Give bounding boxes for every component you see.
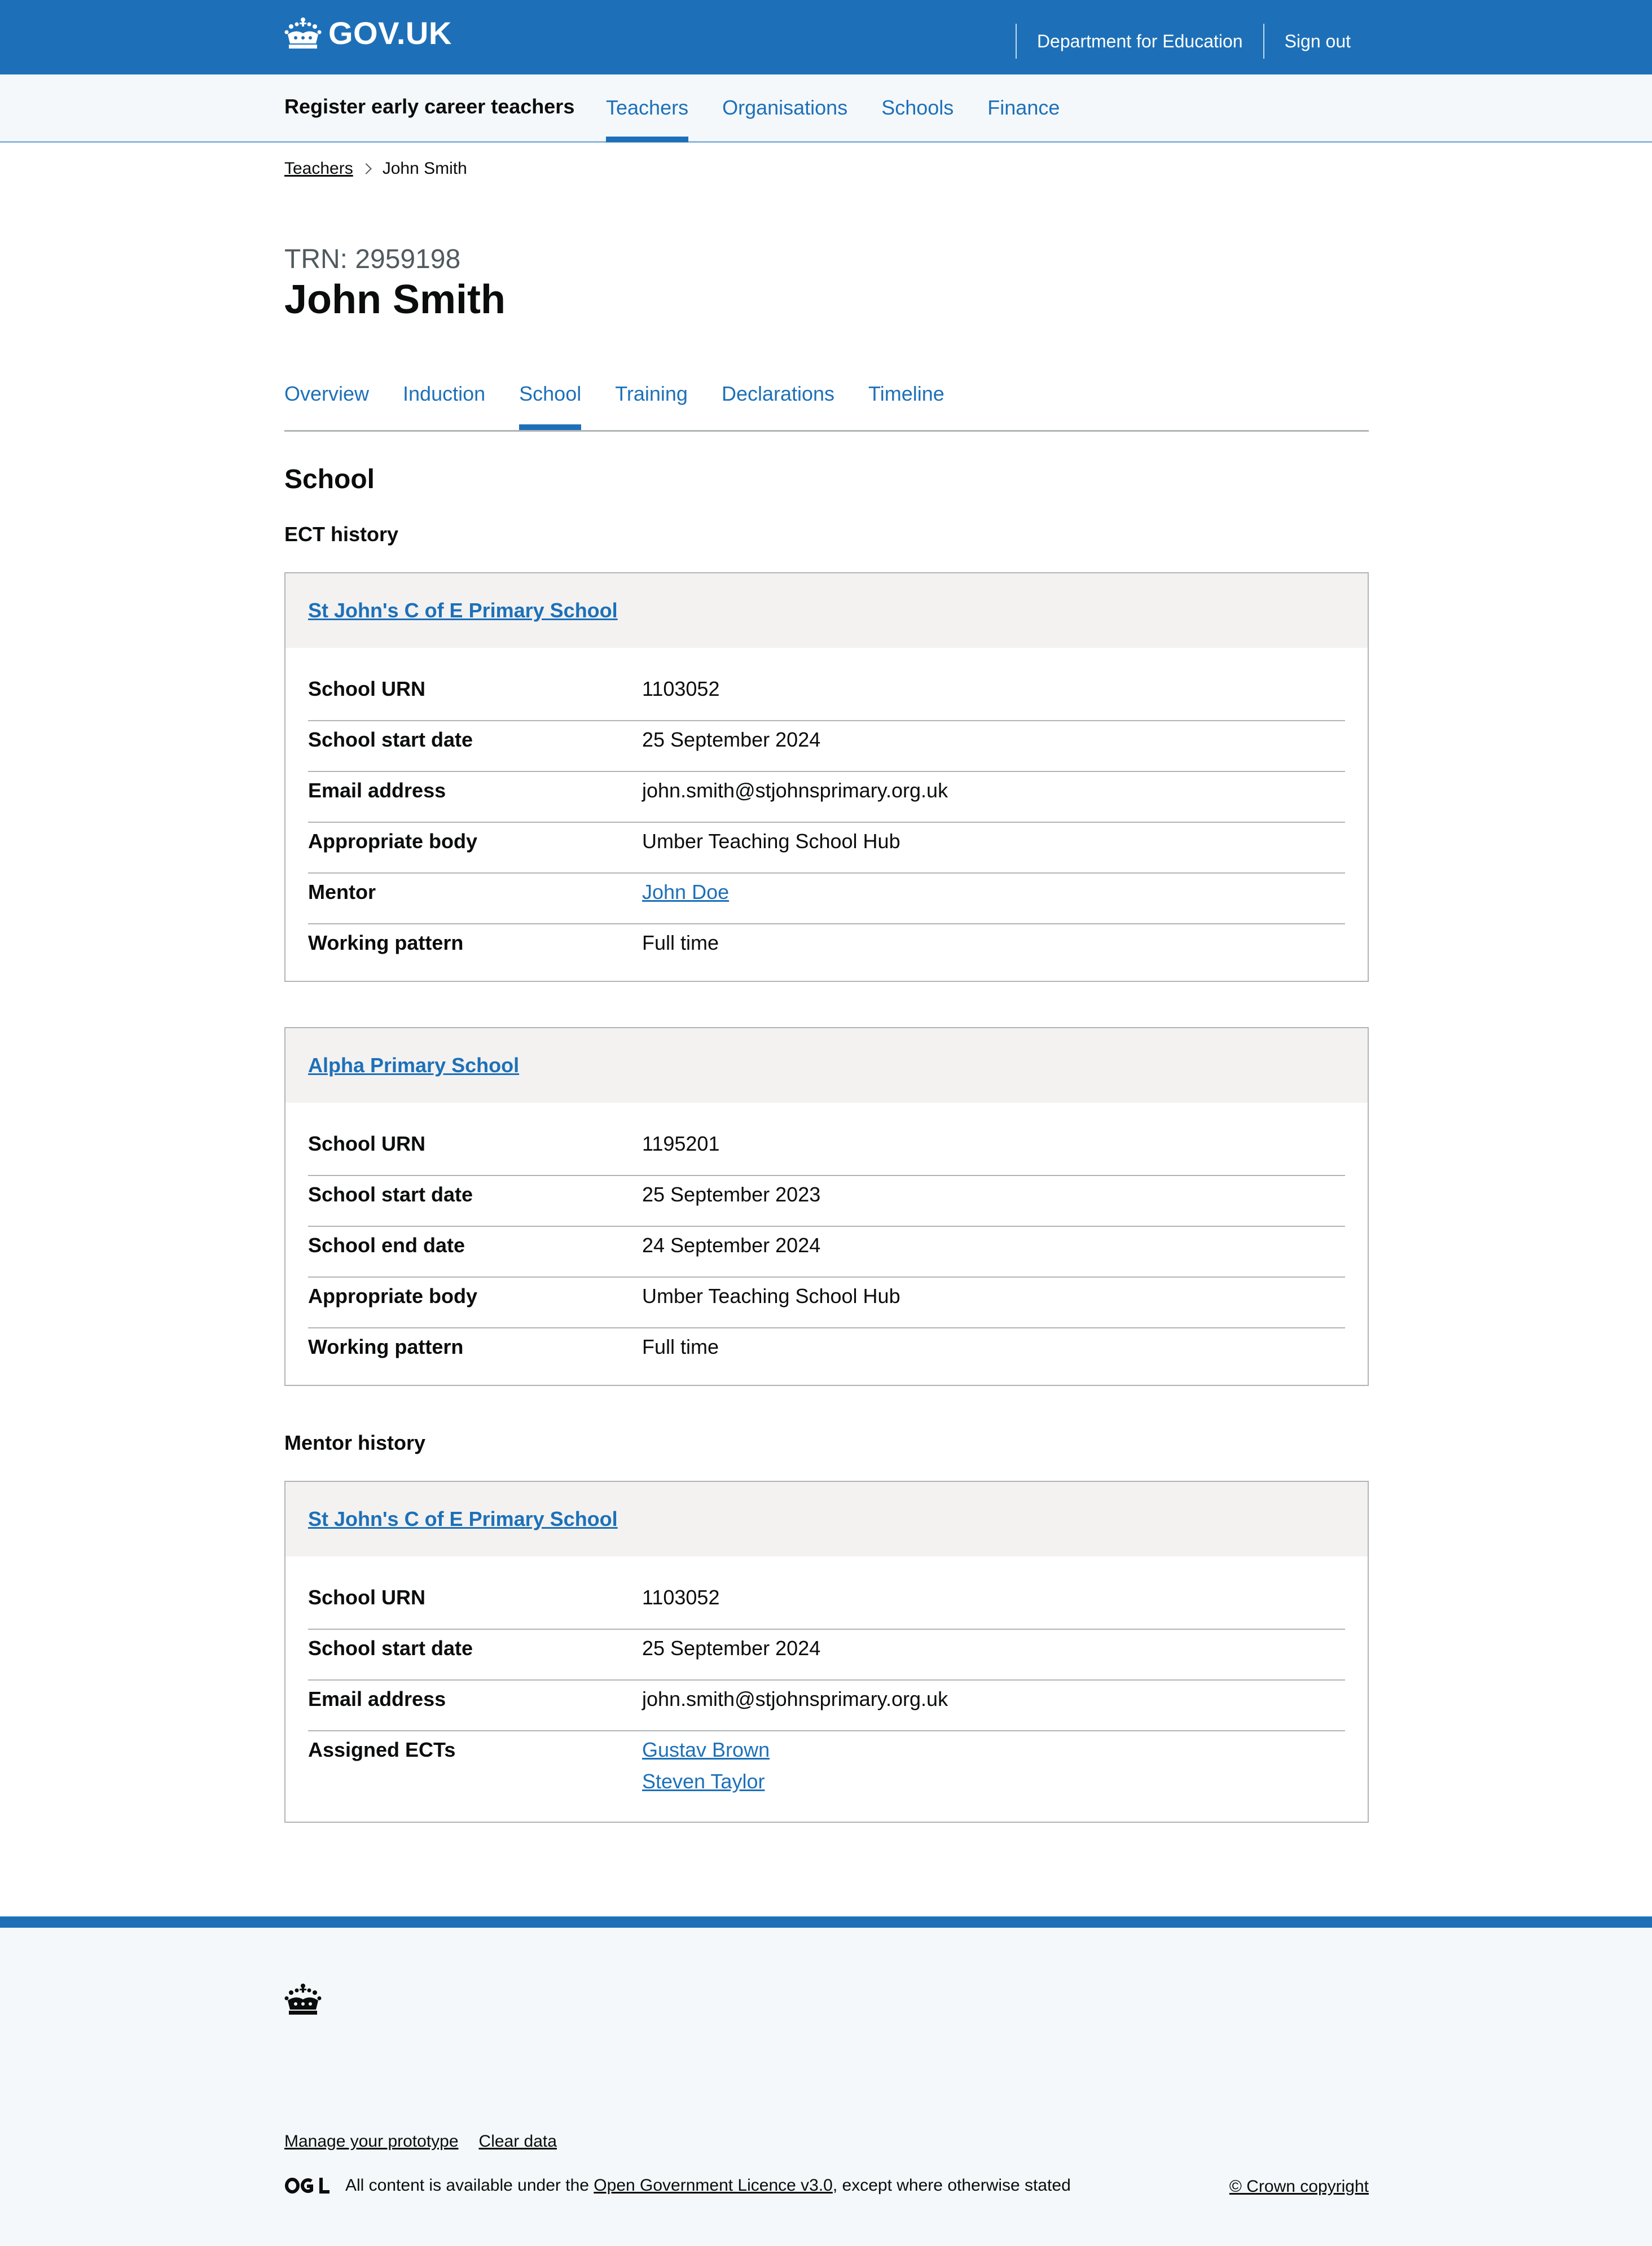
mentor-history-card: [284, 1481, 1369, 1823]
manage-prototype-link[interactable]: Manage your prototype: [284, 2132, 459, 2151]
summary-row: [308, 1125, 1345, 1176]
ogl-logo-icon: [284, 2176, 331, 2195]
tab-school[interactable]: School: [519, 372, 581, 430]
summary-key: School start date: [308, 1637, 473, 1660]
breadcrumb: [284, 159, 467, 178]
trn-caption: TRN: 2959198: [284, 244, 461, 274]
summary-value: 25 September 2023: [642, 1183, 821, 1206]
summary-value: [642, 1738, 770, 1816]
ect-history-heading: ECT history: [284, 523, 399, 546]
summary-value: john.smith@stjohnsprimary.org.uk: [642, 1687, 948, 1710]
ect-history-card: [284, 572, 1369, 982]
header-links: [1016, 24, 1368, 59]
breadcrumb-teachers-link[interactable]: Teachers: [284, 159, 353, 178]
assigned-ect-link[interactable]: Steven Taylor: [642, 1770, 765, 1793]
summary-value: 1103052: [642, 677, 720, 700]
summary-value: Full time: [642, 931, 719, 954]
summary-row: [308, 1630, 1345, 1681]
footer-links: [284, 2132, 577, 2151]
school-link[interactable]: St John's C of E Primary School: [308, 599, 618, 622]
summary-list: [285, 1103, 1368, 1385]
crown-icon: [284, 16, 322, 50]
summary-key: Appropriate body: [308, 1284, 478, 1308]
page-title: John Smith: [284, 277, 506, 322]
summary-key: Email address: [308, 779, 446, 802]
govuk-logo-link[interactable]: [284, 15, 452, 51]
summary-row: [308, 772, 1345, 823]
summary-value: Full time: [642, 1335, 719, 1358]
tab-training[interactable]: Training: [615, 382, 688, 405]
summary-row: [308, 823, 1345, 874]
summary-key: School URN: [308, 1586, 426, 1609]
summary-value: 25 September 2024: [642, 728, 821, 751]
summary-value: 24 September 2024: [642, 1234, 821, 1257]
summary-key: Assigned ECTs: [308, 1738, 456, 1761]
assigned-ect-link[interactable]: Gustav Brown: [642, 1738, 770, 1761]
service-nav-schools[interactable]: Schools: [881, 96, 954, 119]
summary-row: [308, 670, 1345, 721]
summary-key: School URN: [308, 677, 426, 700]
summary-value: john.smith@stjohnsprimary.org.uk: [642, 779, 948, 802]
sub-navigation: [284, 372, 1369, 432]
summary-key: School URN: [308, 1132, 426, 1155]
summary-row: [308, 1278, 1345, 1328]
summary-key: School start date: [308, 728, 473, 751]
service-nav-teachers[interactable]: Teachers: [606, 74, 688, 141]
clear-data-link[interactable]: Clear data: [478, 2132, 557, 2151]
department-link[interactable]: Department for Education: [1016, 24, 1263, 59]
summary-key: Working pattern: [308, 931, 464, 954]
summary-row: [308, 924, 1345, 975]
service-navigation: [0, 74, 1652, 143]
summary-value: Umber Teaching School Hub: [642, 830, 900, 853]
govuk-logo-text: GOV.UK: [328, 15, 452, 51]
service-nav-links: [606, 74, 1093, 141]
copyright: [1229, 2177, 1369, 2196]
licence-link[interactable]: Open Government Licence v3.0: [594, 2176, 833, 2195]
summary-value: Umber Teaching School Hub: [642, 1284, 900, 1308]
licence-prefix: All content is available under the: [345, 2176, 589, 2195]
school-link[interactable]: Alpha Primary School: [308, 1054, 520, 1077]
tab-induction[interactable]: Induction: [403, 382, 486, 405]
sign-out-link[interactable]: Sign out: [1263, 24, 1368, 59]
service-nav-organisations[interactable]: Organisations: [722, 96, 848, 119]
ect-history-card: [284, 1027, 1369, 1386]
licence-suffix: , except where otherwise stated: [832, 2176, 1071, 2195]
summary-key: School end date: [308, 1234, 465, 1257]
summary-row: [308, 1328, 1345, 1379]
summary-row: [308, 1681, 1345, 1731]
summary-row: [308, 1731, 1345, 1816]
chevron-right-icon: [361, 163, 372, 174]
summary-list: [285, 648, 1368, 981]
summary-key: Working pattern: [308, 1335, 464, 1358]
tab-declarations[interactable]: Declarations: [721, 382, 835, 405]
service-nav-finance[interactable]: Finance: [987, 96, 1060, 119]
breadcrumb-current: John Smith: [382, 159, 467, 178]
summary-key: Appropriate body: [308, 830, 478, 853]
summary-row: [308, 721, 1345, 772]
mentor-link[interactable]: John Doe: [642, 880, 730, 903]
tab-overview[interactable]: Overview: [284, 382, 370, 405]
card-header: [285, 573, 1368, 648]
summary-value: 1195201: [642, 1132, 720, 1155]
mentor-history-heading: Mentor history: [284, 1431, 426, 1454]
tab-timeline[interactable]: Timeline: [868, 382, 944, 405]
summary-value: [642, 880, 729, 923]
service-name: Register early career teachers: [284, 95, 575, 118]
summary-key: Email address: [308, 1687, 446, 1710]
summary-value: 1103052: [642, 1586, 720, 1609]
summary-row: [308, 1227, 1345, 1278]
licence-statement: [284, 2176, 1071, 2195]
summary-list: [285, 1556, 1368, 1822]
crown-copyright-link[interactable]: © Crown copyright: [1229, 2177, 1369, 2196]
gov-header: [0, 0, 1652, 74]
card-header: [285, 1028, 1368, 1103]
crown-icon: [284, 1982, 322, 2017]
summary-row: [308, 1176, 1345, 1227]
footer: [0, 1916, 1652, 2246]
summary-value: 25 September 2024: [642, 1637, 821, 1660]
card-header: [285, 1482, 1368, 1556]
summary-row: [308, 874, 1345, 924]
summary-key: School start date: [308, 1183, 473, 1206]
summary-key: Mentor: [308, 880, 376, 903]
summary-row: [308, 1579, 1345, 1630]
school-link[interactable]: St John's C of E Primary School: [308, 1507, 618, 1530]
section-heading: School: [284, 464, 375, 494]
